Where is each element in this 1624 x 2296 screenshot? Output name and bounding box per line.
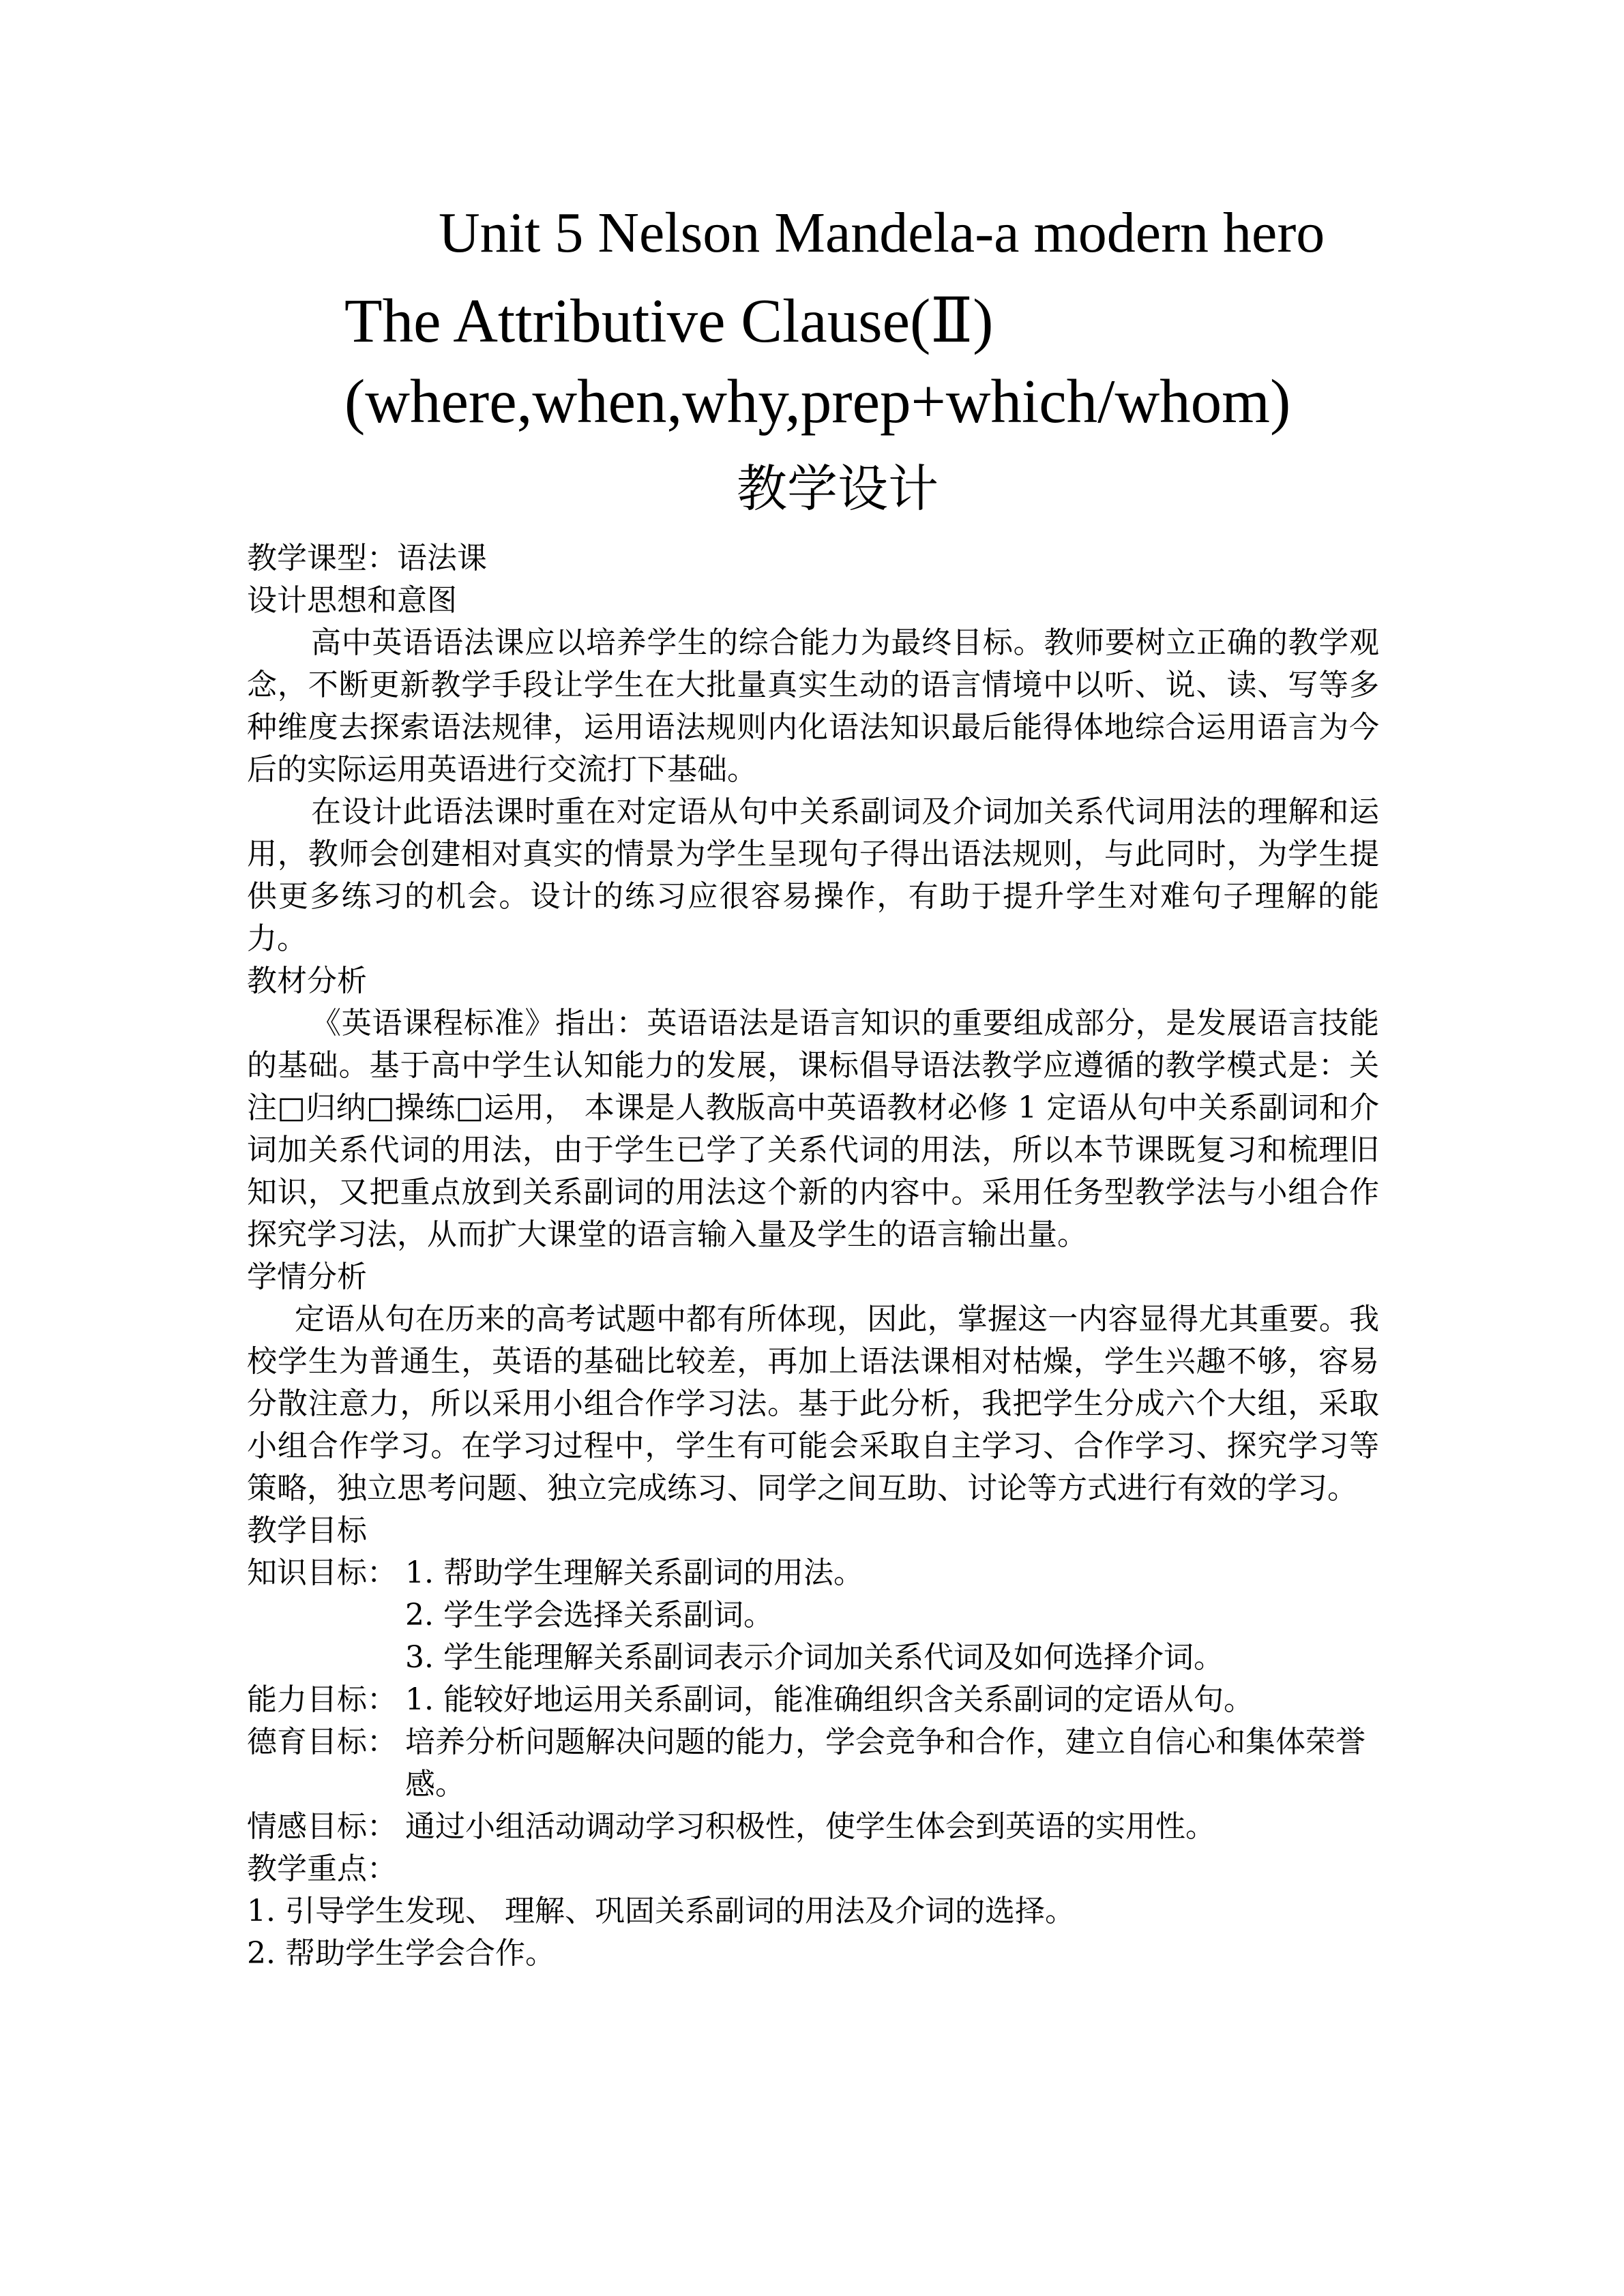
unit-title: Unit 5 Nelson Mandela-a modern hero bbox=[439, 201, 1325, 265]
key-point-item: 2. 帮助学生学会合作。 bbox=[247, 1936, 555, 1971]
knowledge-objective-row bbox=[247, 1552, 1379, 1594]
course-type: 教学课型：语法课 bbox=[247, 541, 487, 576]
ability-objective-item: 1. 能较好地运用关系副词，能准确组织含关系副词的定语从句。 bbox=[405, 1682, 1254, 1717]
material-analysis-heading: 教材分析 bbox=[247, 964, 367, 998]
ability-objective-row bbox=[247, 1679, 1379, 1721]
knowledge-objective-item: 2. 学生学会选择关系副词。 bbox=[405, 1598, 773, 1632]
grammar-title: The Attributive Clause(Ⅱ) bbox=[344, 286, 994, 355]
objectives-heading: 教学目标 bbox=[247, 1513, 367, 1548]
design-intent-heading: 设计思想和意图 bbox=[247, 583, 457, 618]
knowledge-objective-item: 1. 帮助学生理解关系副词的用法。 bbox=[405, 1555, 863, 1590]
emotion-objective-label: 情感目标： bbox=[247, 1809, 397, 1844]
grammar-subtitle: (where,when,why,prep+which/whom) bbox=[344, 367, 1291, 436]
document-subtitle: 教学设计 bbox=[737, 460, 939, 518]
key-points-heading: 教学重点： bbox=[247, 1851, 397, 1886]
design-intent-paragraph-1: 高中英语语法课应以培养学生的综合能力为最终目标。教师要树立正确的教学观念，不断更新教学手段让学生在大批量真实生动的语言情境中以听、说、读、写等多种维度去探索语法规律，运用语法规则内化语法知识最后能得体地综合运用语言为今后的实际运用英语进行交流打下基础。 bbox=[247, 625, 1379, 787]
ability-objective-label: 能力目标： bbox=[247, 1682, 397, 1717]
knowledge-objective-label: 知识目标： bbox=[247, 1555, 397, 1590]
design-intent-paragraph-2: 在设计此语法课时重在对定语从句中关系副词及介词加关系代词用法的理解和运用，教师会创建相对真实的情景为学生呈现句子得出语法规则，与此同时，为学生提供更多练习的机会。设计的练习应很容易操作，有助于提升学生对难句子理解的能力。 bbox=[247, 794, 1379, 956]
material-analysis-paragraph: 《英语课程标准》指出：英语语法是语言知识的重要组成部分，是发展语言技能的基础。基于高中学生认知能力的发展，课标倡导语法教学应遵循的教学模式是：关注□归纳□操练□运用， 本课是人教版高中英语教材必修 1 定语从句中关系副词和介词加关系代词的用法，由于学生已学了关系代词的用法，所以本节课既复习和梳理旧知识，又把重点放到关系副词的用法这个新的内容中。采用任务型教学法与小组合作探究学习法，从而扩大课堂的语言输入量及学生的语言输出量。 bbox=[247, 1006, 1379, 1252]
key-point-item: 1. 引导学生发现、 理解、巩固关系副词的用法及介词的选择。 bbox=[247, 1894, 1075, 1928]
moral-objective-row bbox=[247, 1721, 1379, 1806]
document-body bbox=[247, 537, 1379, 1975]
knowledge-objective-item: 3. 学生能理解关系副词表示介词加关系代词及如何选择介词。 bbox=[405, 1640, 1224, 1675]
student-analysis-heading: 学情分析 bbox=[247, 1259, 367, 1294]
emotion-objective-row bbox=[247, 1806, 1379, 1848]
student-analysis-paragraph: 定语从句在历来的高考试题中都有所体现，因此，掌握这一内容显得尤其重要。我校学生为普通生，英语的基础比较差，再加上语法课相对枯燥，学生兴趣不够，容易分散注意力，所以采用小组合作学习法。基于此分析，我把学生分成六个大组，采取小组合作学习。在学习过程中，学生有可能会采取自主学习、合作学习、探究学习等策略，独立思考问题、独立完成练习、同学之间互助、讨论等方式进行有效的学习。 bbox=[247, 1302, 1379, 1506]
emotion-objective-item: 通过小组活动调动学习积极性，使学生体会到英语的实用性。 bbox=[405, 1809, 1215, 1844]
moral-objective-item: 培养分析问题解决问题的能力，学会竞争和合作，建立自信心和集体荣誉感。 bbox=[405, 1725, 1365, 1802]
moral-objective-label: 德育目标： bbox=[247, 1725, 397, 1759]
